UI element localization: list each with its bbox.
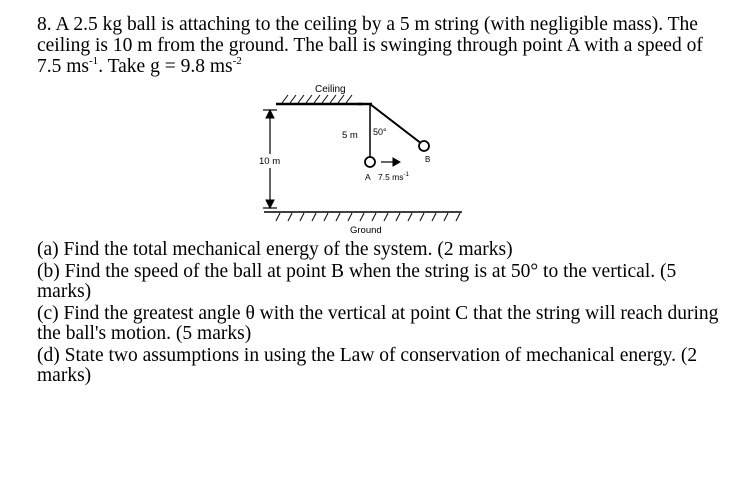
part-b: (b) Find the speed of the ball at point B when the string is at 50° to the vertical. (5 marks) (37, 260, 677, 302)
height-label: 10 m (259, 156, 281, 167)
point-a-label: A (365, 172, 371, 182)
string-length-label: 5 m (342, 130, 358, 141)
stem-speed-exponent: -1 (89, 54, 99, 67)
question-number: 8. (37, 14, 52, 35)
angle-label: 50° (373, 127, 387, 137)
stem-gravity: . Take g = 9.8 ms (98, 56, 233, 77)
ground-bar (264, 212, 462, 221)
part-c: (c) Find the greatest angle θ with the vertical at point C that the string will reach during the ball's motion. (5 marks) (37, 302, 719, 344)
question-stem (37, 14, 727, 77)
ceiling-label: Ceiling (315, 84, 346, 95)
ceiling-bar (276, 95, 362, 104)
ball-b (419, 141, 429, 151)
stem-line-2: ceiling is 10 m from the ground. The ball is swinging through point A with a speed of (37, 35, 703, 56)
stem-line-3 (37, 56, 727, 77)
stem-gravity-exponent: -2 (232, 54, 242, 67)
question-parts (37, 240, 727, 388)
ground-label: Ground (350, 225, 382, 236)
part-d: (d) State two assumptions in using the Law of conservation of mechanical energy. (2 marks) (37, 344, 698, 386)
point-b-label: B (425, 155, 431, 164)
stem-speed: 7.5 ms (37, 56, 90, 77)
ball-a (365, 157, 375, 167)
speed-exponent: -1 (403, 172, 409, 178)
velocity-arrow (381, 158, 400, 166)
part-a: (a) Find the total mechanical energy of the system. (2 marks) (37, 239, 513, 260)
speed-value: 7.5 ms (378, 172, 404, 182)
stem-text-1: A 2.5 kg ball is attaching to the ceiling by a 5 m string (with negligible mass). The (55, 14, 698, 35)
speed-label (378, 172, 410, 182)
pendulum-diagram (250, 80, 490, 242)
stem-line-1 (37, 14, 727, 35)
string-angled (370, 104, 422, 144)
